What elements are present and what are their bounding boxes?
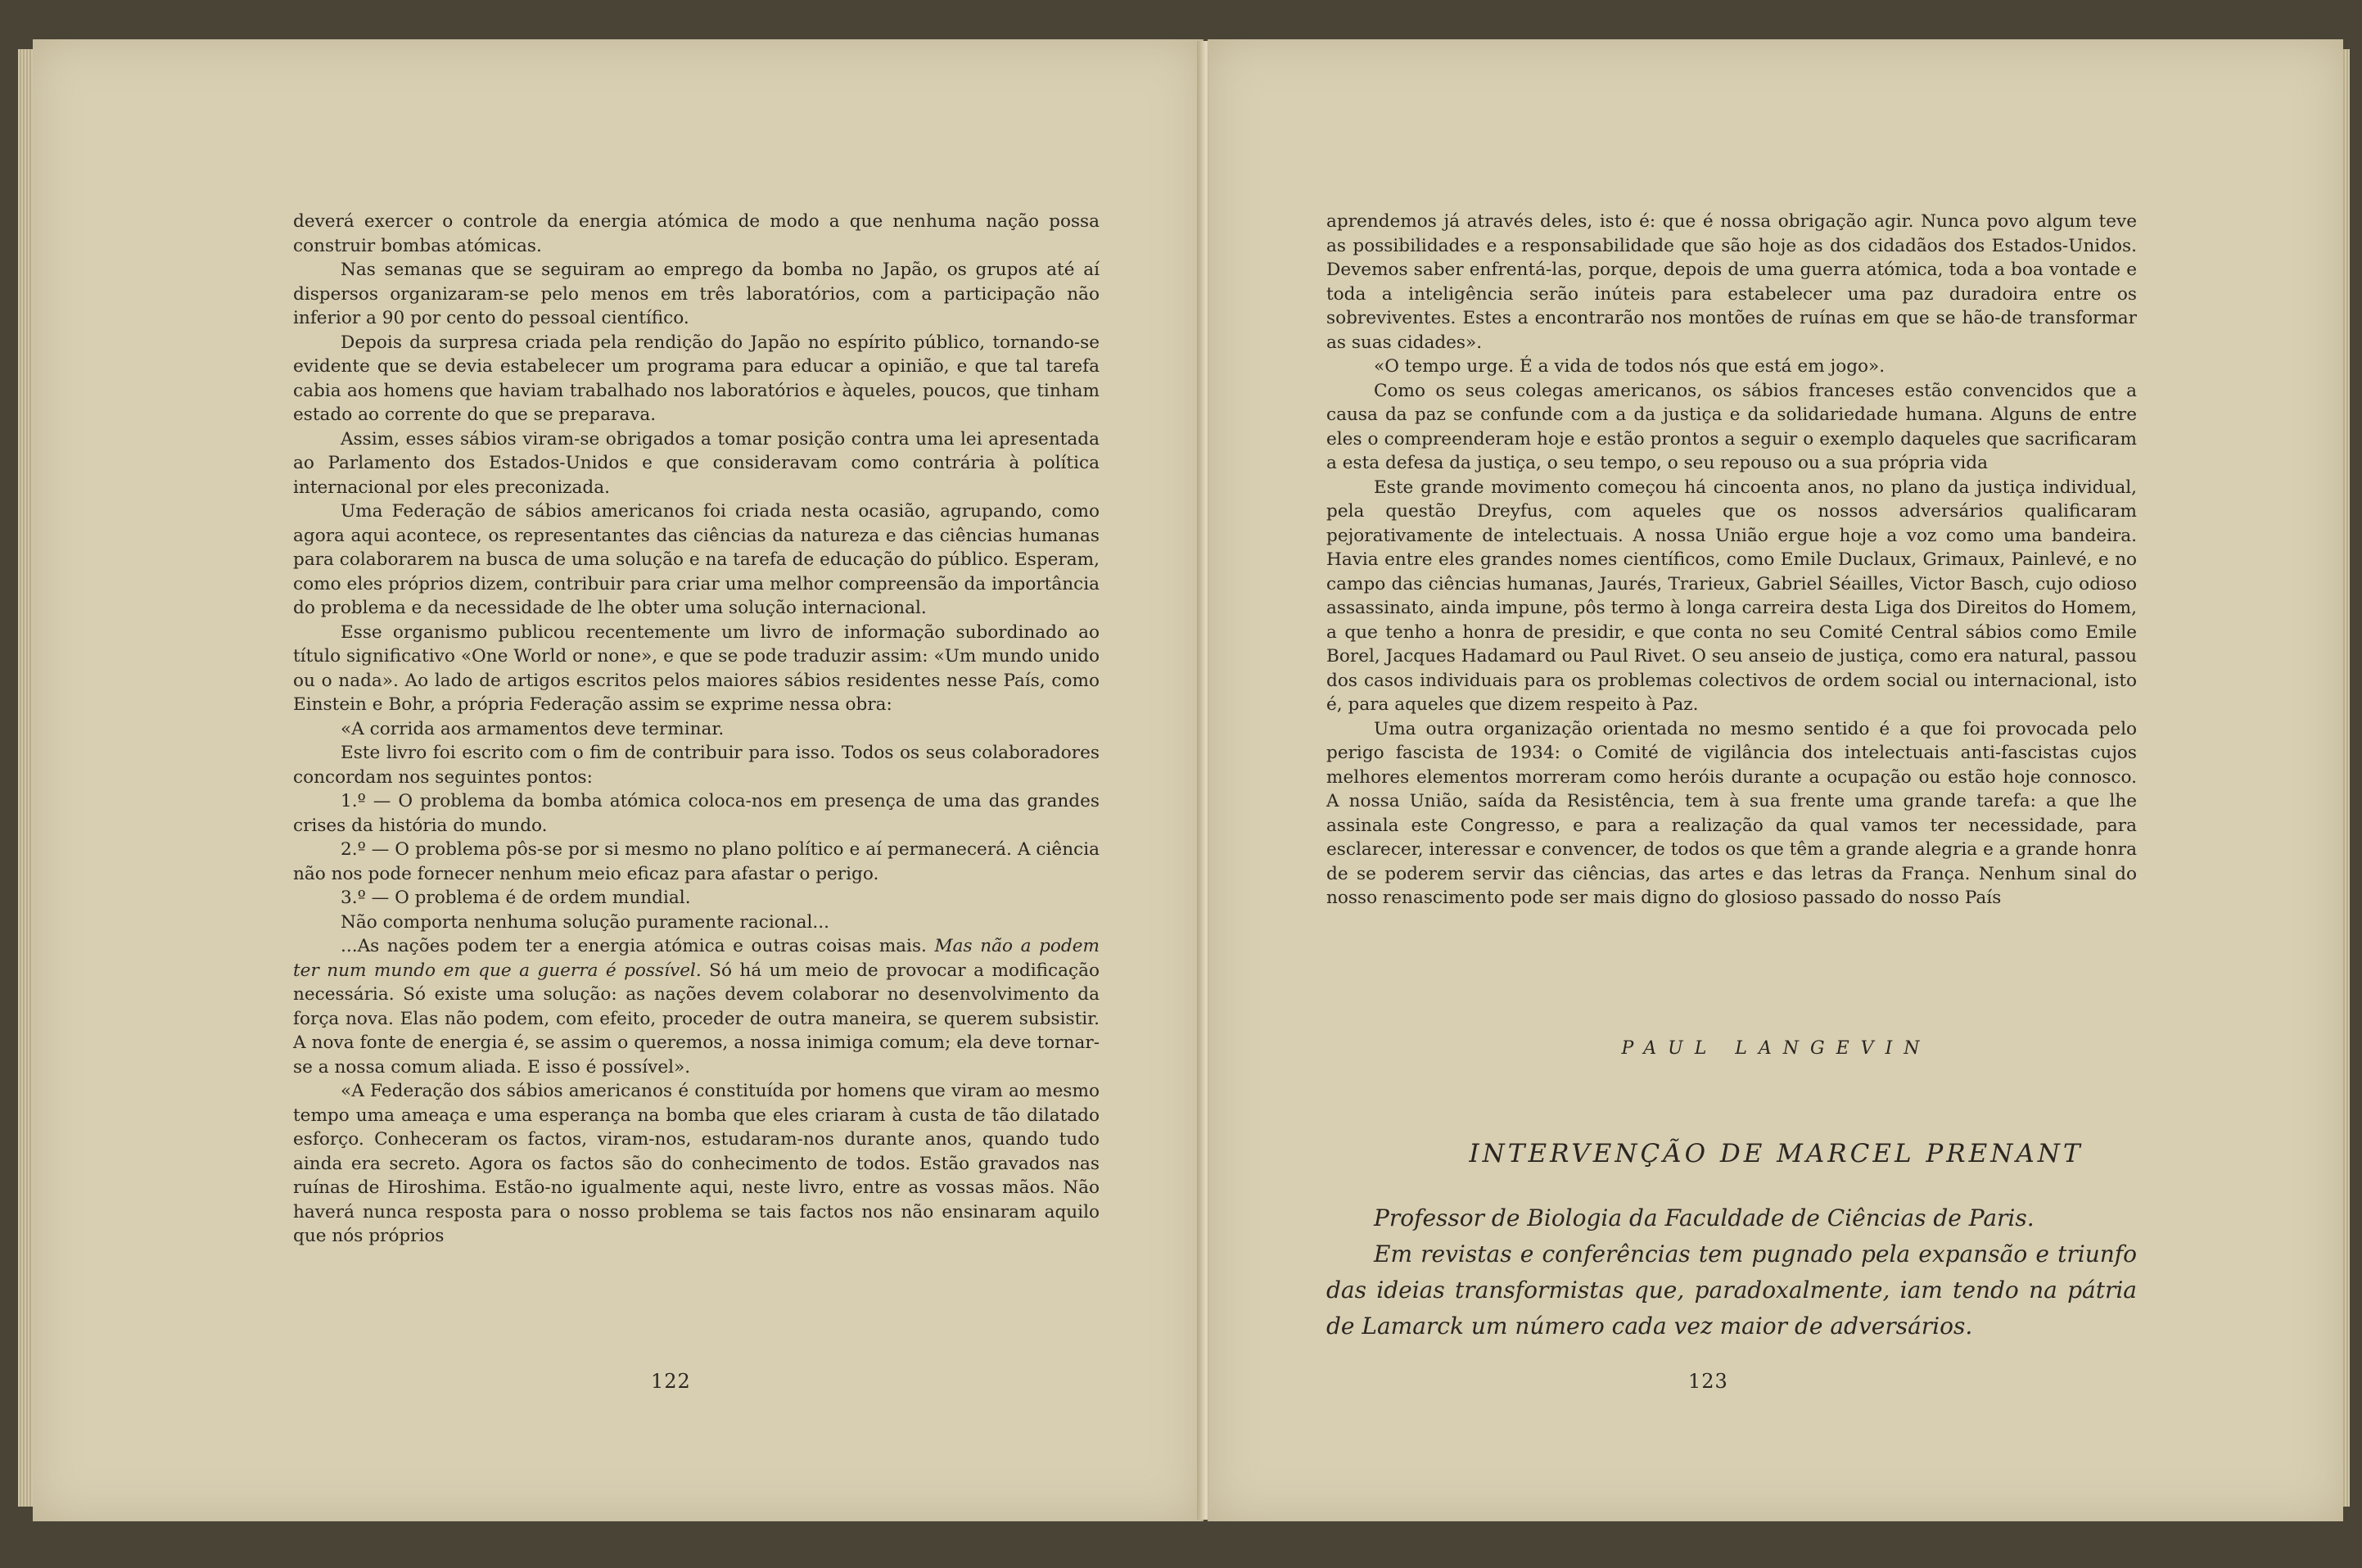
paragraph: Assim, esses sábios viram-se obrigados a tomar posição contra uma lei apresentada ao Parlamento dos Estados-Unidos e que consideravam como contrária à política internacional por eles preconizada. xyxy=(293,428,1100,498)
speaker-bio xyxy=(1326,1200,2137,1344)
mixed-paragraph xyxy=(293,934,1100,1079)
paragraph: 1.º — O problema da bomba atómica coloca-nos em presença de uma das grandes crises da história do mundo. xyxy=(293,791,1100,836)
paragraph: Uma outra organização orientada no mesmo sentido é a que foi provocada pelo perigo fascista de 1934: o Comité de vigilância dos intelectuais anti-fascistas cujos melhores elementos morreram como heróis durante a ocupação ou estão hoje connosco. A nossa União, saída da Resistência, tem à sua frente uma grande tarefa: a que lhe assinala este Congresso, e para a realização da qual vamos ter necessidade, para esclarecer, interessar e convencer, de todos os que têm a grande alegria e a grande honra de se poderem servir das ciências, das artes e das letras da França. Nenhum sinal do nosso renascimento pode ser mais digno do glosioso passado do nosso País xyxy=(1326,718,2137,908)
paragraph: deverá exercer o controle da energia atómica de modo a que nenhuma nação possa construir bombas atómicas. xyxy=(293,211,1100,256)
paragraph-italic-emphasis: Mas não a podem ter num mundo em que a guerra é possível. xyxy=(293,936,1100,981)
left-page xyxy=(33,39,1204,1521)
section-heading: INTERVENÇÃO DE MARCEL PRENANT xyxy=(1469,1139,2084,1168)
paragraph: «A Federação dos sábios americanos é constituída por homens que viram ao mesmo tempo uma ameaça e uma esperança na bomba que eles criaram à custa de tão dilatado esforço. Conheceram os factos, viram-nos, estudaram-nos durante anos, quando tudo ainda era secreto. Agora os factos são do conhecimento de todos. Estão gravados nas ruínas de Hiroshima. Estão-no igualmente aqui, neste livro, entre as vossas mãos. Não haverá nunca resposta para o nosso problema se tais factos nos não ensinaram aquilo que nós próprios xyxy=(293,1081,1100,1246)
paragraph: Depois da surpresa criada pela rendição do Japão no espírito público, tornando-se evidente que se devia estabelecer um programa para educar a opinião, e que tal tarefa cabia aos homens que haviam trabalhado nos laboratórios e àqueles, poucos, que tinham estado ao corrente do que se preparava. xyxy=(293,332,1100,425)
paragraph: 3.º — O problema é de ordem mundial. xyxy=(341,888,691,908)
left-page-text xyxy=(293,210,1100,1249)
paragraph: Não comporta nenhuma solução puramente racional... xyxy=(341,911,830,933)
right-page xyxy=(1208,39,2343,1521)
paragraph: Nas semanas que se seguiram ao emprego da bomba no Japão, os grupos até aí dispersos organizaram-se pelo menos em três laboratórios, com a participação não inferior a 90 por cento do pessoal científico. xyxy=(293,260,1100,328)
paragraph-roman-end: Só há um meio de provocar a modificação necessária. Só existe uma solução: as nações devem colaborar no desenvolvimento da força nova. Elas não podem, com efeito, proceder de outra maneira, se querem subsistir. A nova fonte de energia é, se assim o queremos, a nossa inimiga comum; ela deve tornar-se a nossa comum aliada. E isso é possível». xyxy=(293,960,1100,1078)
page-number: 123 xyxy=(1688,1370,1728,1393)
bio-line: Em revistas e conferências tem pugnado pela expansão e triunfo das ideias transformistas que, paradoxalmente, iam tendo na pátria de Lamarck um número cada vez maior de adversários. xyxy=(1326,1240,2137,1340)
paragraph: aprendemos já através deles, isto é: que é nossa obrigação agir. Nunca povo algum teve as possibilidades e a responsabilidade que são hoje as dos cidadãos dos Estados-Unidos. Devemos saber enfrentá-las, porque, depois de uma guerra atómica, toda a boa vontade e toda a inteligência serão inúteis para estabelecer uma paz duradoira entre os sobreviventes. Estes a encontrarão nos montões de ruínas em que se hão-de transformar as suas cidades». xyxy=(1326,211,2137,353)
paragraph: Este grande movimento começou há cincoenta anos, no plano da justiça individual, pela questão Dreyfus, com aqueles que os nossos adversários qualificaram pejorativamente de intelectuais. A nossa União ergue hoje a voz como uma bandeira. Havia entre eles grandes nomes científicos, como Emile Duclaux, Grimaux, Painlevé, e no campo das ciências humanas, Jaurés, Trarieux, Gabriel Séailles, Victor Basch, cujo odioso assassinato, ainda impune, pôs termo à longa carreira desta Liga dos Direitos do Homem, a que tenho a honra de presidir, e que conta no seu Comité Central sábios como Emile Borel, Jacques Hadamard ou Paul Rivet. O seu anseio de justiça, como era natural, passou dos casos individuais para os problemas colectivos de ordem social ou internacional, isto é, para aqueles que dizem respeito à Paz. xyxy=(1326,477,2137,715)
page-number: 122 xyxy=(651,1370,691,1393)
paragraph: «O tempo urge. É a vida de todos nós que está em jogo». xyxy=(1374,356,1886,377)
paragraph: Como os seus colegas americanos, os sábios franceses estão convencidos que a causa da paz se confunde com a da justiça e da solidariedade humana. Alguns de entre eles o compreenderam hoje e estão prontos a seguir o exemplo daqueles que sacrificaram a esta defesa da justiça, o seu tempo, o seu repouso ou a sua própria vida xyxy=(1326,380,2137,473)
paragraph: «A corrida aos armamentos deve terminar. xyxy=(341,718,725,739)
author-signature: PAUL LANGEVIN xyxy=(1621,1038,1931,1059)
paragraph: Este livro foi escrito com o fim de contribuir para isso. Todos os seus colaboradores concordam nos seguintes pontos: xyxy=(293,743,1100,788)
paragraph: 2.º — O problema pôs-se por si mesmo no plano político e aí permanecerá. A ciência não nos pode fornecer nenhum meio eficaz para afastar o perigo. xyxy=(293,839,1100,884)
paragraph: Uma Federação de sábios americanos foi criada nesta ocasião, agrupando, como agora aqui acontece, os representantes das ciências da natureza e das ciências humanas para colaborarem na busca de uma solução e na tarefa de educação do público. Esperam, como eles próprios dizem, contribuir para criar uma melhor compreensão da importância do problema e da necessidade de lhe obter uma solução internacional. xyxy=(293,501,1100,618)
paragraph: Esse organismo publicou recentemente um livro de informação subordinado ao título significativo «One World or none», e que se pode traduzir assim: «Um mundo unido ou o nada». Ao lado de artigos escritos pelos maiores sábios residentes nesse País, como Einstein e Bohr, a própria Federação assim se exprime nessa obra: xyxy=(293,621,1100,715)
paragraph-roman-start: ...As nações podem ter a energia atómica e outras coisas mais. xyxy=(341,936,935,956)
right-page-text xyxy=(1326,210,2137,911)
bio-line: Professor de Biologia da Faculdade de Ciências de Paris. xyxy=(1374,1204,2035,1231)
